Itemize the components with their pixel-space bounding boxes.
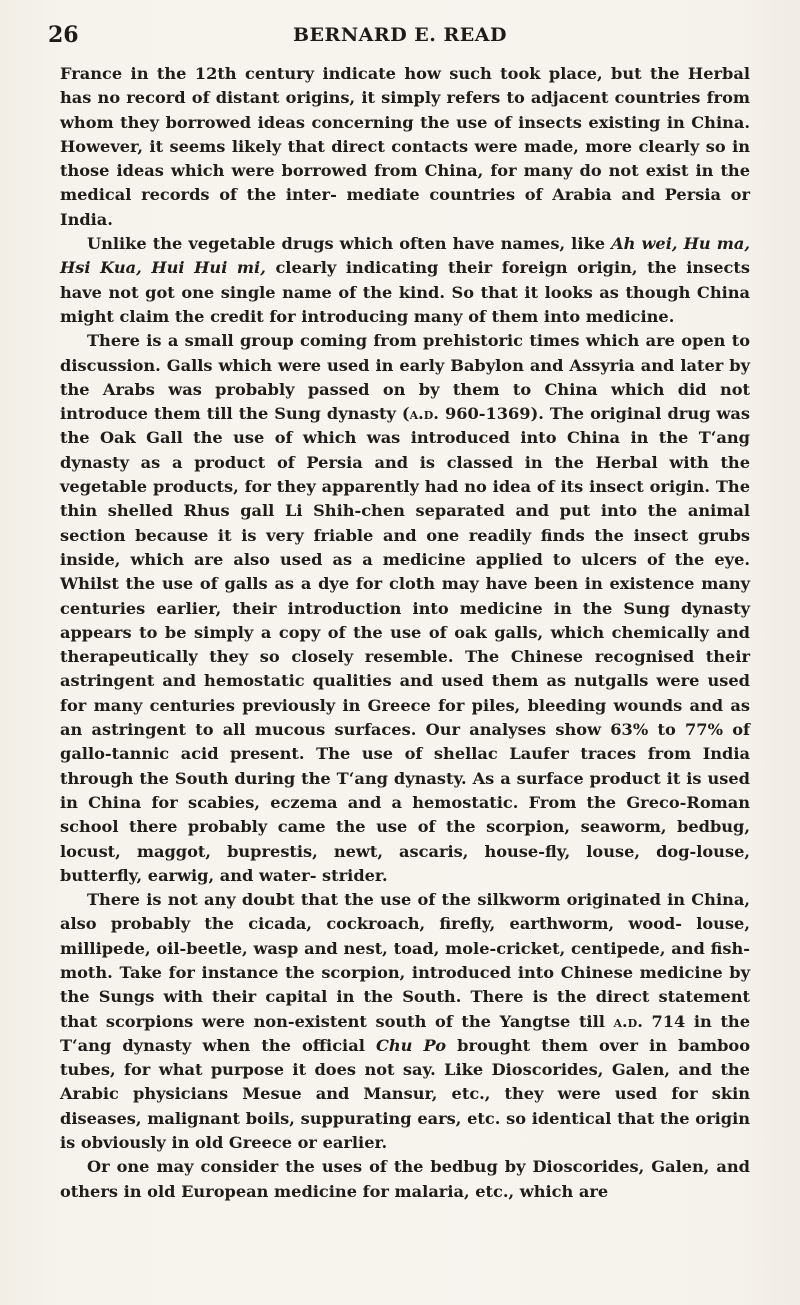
body-text — [60, 62, 750, 1204]
page-number: 26 — [48, 22, 79, 48]
running-head-author: BERNARD E. READ — [292, 24, 508, 46]
italic-drug-names: Ah wei, Hu ma, Hsi Kua, Hui Hui mi, — [60, 234, 750, 278]
paragraph-bedbug: Or one may consider the uses of the bedbug by Dioscorides, Galen, and others in old European medicine for malaria, etc., which are — [60, 1157, 750, 1201]
era-abbreviation: a.d. — [409, 404, 439, 424]
italic-official-name: Chu Po — [375, 1035, 447, 1055]
running-header — [48, 22, 752, 52]
paragraph-foreign-names: Unlike the vegetable drugs which often have names, like Ah wei, Hu ma, Hsi Kua, Hui Hui mi, clearly indicating their foreign origin, the insects have not got one single name of the kind. So that it looks as though China might claim the credit for introducing many of them into medicine. — [60, 234, 751, 326]
paragraph-galls: There is a small group coming from prehistoric times which are open to discussion. Galls which were used in early Babylon and Assyria and later by the Arabs was probably passed on by them to China which did not introduce them till the Sung dynasty (a.d. 960-1369). The original drug was the Oak Gall the use of which was introduced into China in the T‘ang dynasty as a product of Persia and is classed in the Herbal with the vegetable products, for they apparently had no idea of its insect origin. The thin shelled Rhus gall Li Shih-chen separated and put into the animal section because it is very friable and one readily finds the insect grubs inside, which are also used as a medicine applied to ulcers of the eye. Whilst the use of galls as a dye for cloth may have been in existence many centuries earlier, their introduction into medicine in the Sung dynasty appears to be simply a copy of the use of oak galls, which chemically and therapeutically they so closely resemble. The Chinese recognised their astringent and hemostatic qualities and used them as nutgalls were used for many centuries previously in Greece for piles, bleeding wounds and as an astringent to all mucous surfaces. Our analyses show 63% to 77% of gallo-tannic acid present. The use of shellac Laufer traces from India through the South during the T‘ang dynasty. As a surface product it is used in China for scabies, eczema and a hemostatic. From the Greco-Roman school there probably came the use of the scorpion, seaworm, bedbug, locust, maggot, buprestis, newt, ascaris, house-fly, louse, dog-louse, butterfly, earwig, and water- strider. — [60, 331, 750, 885]
paragraph-continuation: France in the 12th century indicate how such took place, but the Herbal has no record of distant origins, it simply refers to adjacent countries from whom they borrowed ideas concerning the use of insects existing in China. However, it seems likely that direct contacts were made, more clearly so in those ideas which were borrowed from China, for many do not exist in the medical records of the inter- mediate countries of Arabia and Persia or India. — [60, 64, 750, 229]
paragraph-silkworm: There is not any doubt that the use of the silkworm originated in China, also probably the cicada, cockroach, firefly, earthworm, wood- louse, millipede, oil-beetle, wasp and nest, toad, mole-cricket, centipede, and fish-moth. Take for instance the scorpion, introduced into Chinese medicine by the Sungs with their capital in the South. There is the direct statement that scorpions were non-existent south of the Yangtse till a.d. 714 in the T‘ang dynasty when the official Chu Po brought them over in bamboo tubes, for what purpose it does not say. Like Dioscorides, Galen, and the Arabic physicians Mesue and Mansur, etc., they were used for skin diseases, malignant boils, suppurating ears, etc. so identical that the origin is obviously in old Greece or earlier. — [60, 890, 750, 1153]
era-abbreviation: a.d. — [613, 1011, 643, 1031]
